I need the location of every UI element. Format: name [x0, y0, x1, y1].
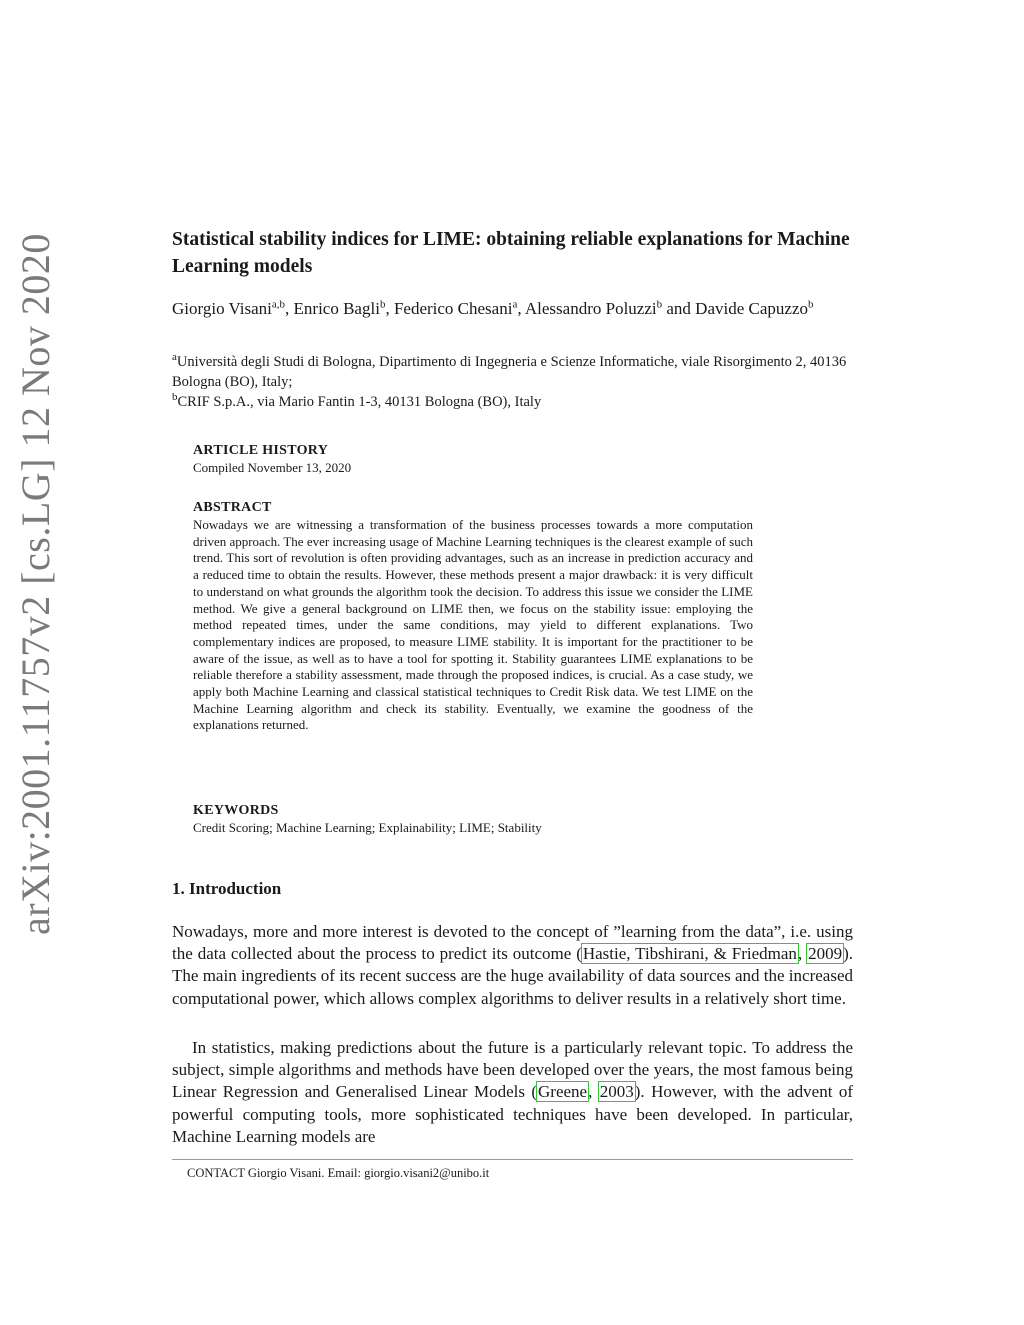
article-history-heading: ARTICLE HISTORY [193, 443, 329, 458]
citation-separator: , [588, 1082, 599, 1102]
citation-separator: , [797, 944, 808, 964]
author-affiliation-mark: a,b [271, 298, 286, 311]
citation-year-link[interactable]: 2003 [599, 1082, 634, 1102]
affiliation-mark: b [172, 391, 178, 404]
abstract [193, 499, 753, 734]
paper-title: Statistical stability indices for LIME: obtaining reliable explanations for Machine Learning models [172, 229, 850, 277]
author-name: Giorgio Visani [172, 299, 272, 318]
author-conjunction: and [666, 299, 691, 318]
author-affiliation-mark: b [656, 298, 663, 311]
compiled-date: Compiled November 13, 2020 [193, 460, 352, 475]
affiliation-text: CRIF S.p.A., via Mario Fantin 1-3, 40131 Bologna (BO), Italy [177, 394, 542, 410]
author-name: Davide Capuzzo [695, 299, 808, 318]
author-affiliation-mark: a [512, 298, 518, 311]
abstract-text: Nowadays we are witnessing a transformation of the business processes towards a more computation driven approach. The ever increasing usage of Machine Learning techniques is the clearest example of such trend. This sort of revolution is often providing advantages, such as an increase in prediction accuracy and a reduced time to obtain the results. However, these methods present a major drawback: it is very difficult to understand on what grounds the algorithm took the decision. To address this issue we consider the LIME method. We give a general background on LIME then, we focus on the stability issue: employing the method repeated times, under the same conditions, may yield to different explanations. Two complementary indices are proposed, to measure LIME stability. It is important for the practitioner to be aware of the issue, as well as to have a tool for spotting it. Stability guarantees LIME explanations to be reliable therefore a stability assessment, made through the proposed indices, is crucial. As a case study, we apply both Machine Learning and classical statistical techniques to Credit Risk data. We test LIME on the Machine Learning algorithm and check its stability. Eventually, we examine the goodness of the explanations returned. [193, 517, 753, 733]
footnote-divider [172, 1159, 853, 1160]
affiliation-mark: a [172, 351, 177, 364]
paragraph-text: ). However, with the advent of powerful computing tools, more sophisticated techniques have been developed. In particular, Machine Learning models are [172, 1082, 853, 1146]
affiliation-text: Università degli Studi di Bologna, Dipartimento di Ingegneria e Scienze Informatiche, viale Risorgimento 2, 40136 Bologna (BO), Italy; [172, 354, 847, 390]
section-heading-introduction: 1. Introduction [172, 879, 282, 898]
paragraph-text: Nowadays, more and more interest is devoted to the concept of ”learning from the data”, i.e. using the data collected about the process to predict its outcome ( [172, 922, 853, 964]
keywords-heading: KEYWORDS [193, 803, 279, 818]
paragraph-text: ). The main ingredients of its recent success are the huge availability of data sources and the increased computational power, which allows complex algorithms to deliver results in a relatively short time. [172, 944, 853, 1008]
affiliation-b [172, 392, 862, 412]
author-name: Enrico Bagli [293, 299, 380, 318]
arxiv-identifier-stamp[interactable]: arXiv:2001.11757v2 [cs.LG] 12 Nov 2020 [13, 233, 58, 935]
citation-link[interactable]: Hastie, Tibshirani, & Friedman [582, 944, 797, 964]
author-affiliation-mark: b [379, 298, 386, 311]
intro-paragraph [172, 921, 853, 1010]
author-list: Giorgio Visani$^{a,b}$, Enrico Bagli$^b$, Federico Chesani$^a$, Alessandro Poluzzi$^b$ and Davide Capuzzo$^b$ [172, 298, 814, 318]
abstract-heading: ABSTRACT [193, 500, 272, 515]
author-affiliation-mark: b [808, 298, 814, 311]
article-history [193, 442, 753, 477]
citation-link[interactable]: Greene [538, 1082, 588, 1102]
keywords [193, 802, 753, 837]
contact-footnote: CONTACT Giorgio Visani. Email: giorgio.visani2@unibo.it [187, 1166, 490, 1180]
author-name: Alessandro Poluzzi [524, 299, 657, 318]
author-name: Federico Chesani [393, 299, 513, 318]
affiliations [172, 352, 862, 412]
keywords-text: Credit Scoring; Machine Learning; Explainability; LIME; Stability [193, 820, 542, 835]
intro-paragraph [172, 1037, 853, 1148]
citation-year-link[interactable]: 2009 [808, 944, 843, 964]
affiliation-a [172, 352, 862, 392]
paragraph-text: In statistics, making predictions about the future is a particularly relevant topic. To address the subject, simple algorithms and methods have been developed over the years, the most famous being Linear Regression and Generalised Linear Models ( [172, 1038, 853, 1102]
